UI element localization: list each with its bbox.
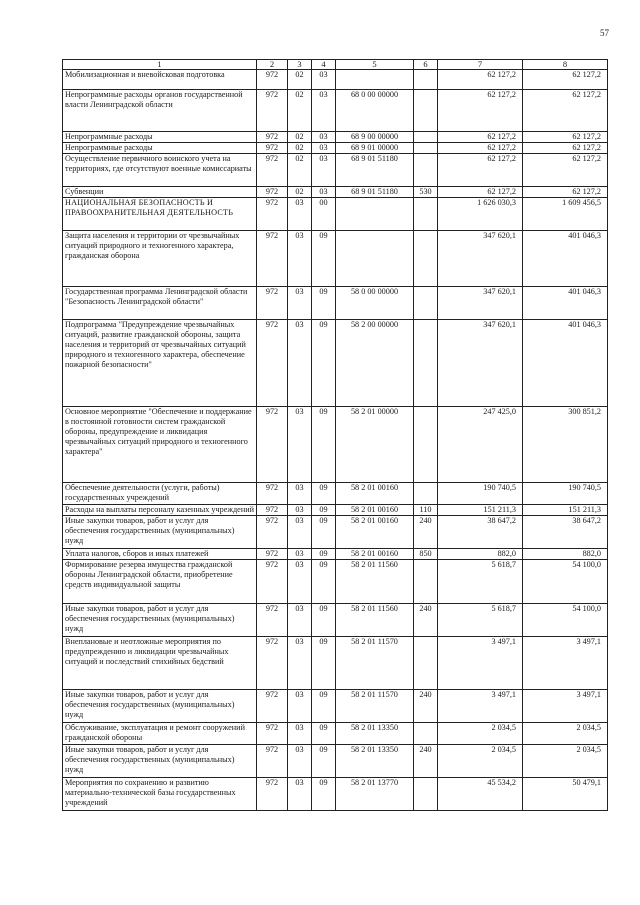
row-name-cell: Субвенции: [63, 187, 257, 198]
section-code-cell: 03: [288, 516, 312, 549]
table-row: [63, 154, 608, 187]
amount-year1-cell: 2 034,5: [438, 723, 523, 745]
expense-type-cell: [414, 132, 438, 143]
amount-year1-cell: 247 425,0: [438, 407, 523, 483]
table-row: [63, 132, 608, 143]
target-article-cell: 68 9 00 00000: [336, 132, 414, 143]
expense-type-cell: [414, 637, 438, 690]
expense-type-cell: [414, 70, 438, 90]
row-name-cell: Непрограммные расходы: [63, 143, 257, 154]
ministry-code-cell: 972: [257, 143, 288, 154]
expense-type-cell: [414, 287, 438, 320]
subsection-code-cell: 09: [312, 505, 336, 516]
table-row: [63, 320, 608, 407]
header-cell: 4: [312, 60, 336, 70]
header-cell: 6: [414, 60, 438, 70]
amount-year2-cell: 54 100,0: [523, 560, 608, 604]
amount-year1-cell: 347 620,1: [438, 320, 523, 407]
ministry-code-cell: 972: [257, 690, 288, 723]
amount-year1-cell: 5 618,7: [438, 560, 523, 604]
ministry-code-cell: 972: [257, 231, 288, 287]
table-row: [63, 187, 608, 198]
subsection-code-cell: 09: [312, 287, 336, 320]
expense-type-cell: 240: [414, 745, 438, 778]
table-row: [63, 516, 608, 549]
row-name-cell: Иные закупки товаров, работ и услуг для обеспечения государственных (муниципальных) нужд: [63, 604, 257, 637]
target-article-cell: 68 9 01 51180: [336, 154, 414, 187]
ministry-code-cell: 972: [257, 637, 288, 690]
row-name-cell: Государственная программа Ленинградской области "Безопасность Ленинградской области": [63, 287, 257, 320]
expense-type-cell: [414, 778, 438, 811]
section-code-cell: 03: [288, 637, 312, 690]
expense-type-cell: 850: [414, 549, 438, 560]
target-article-cell: 58 2 01 00160: [336, 516, 414, 549]
amount-year2-cell: 882,0: [523, 549, 608, 560]
amount-year1-cell: 882,0: [438, 549, 523, 560]
subsection-code-cell: 03: [312, 143, 336, 154]
amount-year2-cell: 2 034,5: [523, 745, 608, 778]
section-code-cell: 02: [288, 143, 312, 154]
expense-type-cell: 240: [414, 690, 438, 723]
target-article-cell: 58 2 01 11560: [336, 604, 414, 637]
header-cell: 1: [63, 60, 257, 70]
ministry-code-cell: 972: [257, 132, 288, 143]
target-article-cell: [336, 231, 414, 287]
section-code-cell: 03: [288, 231, 312, 287]
section-code-cell: 03: [288, 723, 312, 745]
subsection-code-cell: 09: [312, 690, 336, 723]
ministry-code-cell: 972: [257, 90, 288, 132]
subsection-code-cell: 09: [312, 231, 336, 287]
row-name-cell: Внеплановые и неотложные мероприятия по предупреждению и ликвидации чрезвычайных ситуаций и последствий стихийных бедствий: [63, 637, 257, 690]
section-code-cell: 03: [288, 198, 312, 231]
table-row: [63, 483, 608, 505]
amount-year2-cell: 62 127,2: [523, 90, 608, 132]
amount-year2-cell: 62 127,2: [523, 132, 608, 143]
table-row: [63, 604, 608, 637]
ministry-code-cell: 972: [257, 154, 288, 187]
table-row: [63, 70, 608, 90]
budget-table-body: [63, 70, 608, 811]
target-article-cell: 58 2 01 00160: [336, 483, 414, 505]
amount-year2-cell: 54 100,0: [523, 604, 608, 637]
row-name-cell: Иные закупки товаров, работ и услуг для обеспечения государственных (муниципальных) нужд: [63, 516, 257, 549]
budget-table: [62, 59, 608, 811]
row-name-cell: Формирование резерва имущества гражданской обороны Ленинградской области, приобретение средств индивидуальной защиты: [63, 560, 257, 604]
ministry-code-cell: 972: [257, 287, 288, 320]
table-row: [63, 143, 608, 154]
ministry-code-cell: 972: [257, 70, 288, 90]
table-row: [63, 287, 608, 320]
ministry-code-cell: 972: [257, 549, 288, 560]
amount-year2-cell: 401 046,3: [523, 287, 608, 320]
ministry-code-cell: 972: [257, 745, 288, 778]
amount-year1-cell: 62 127,2: [438, 143, 523, 154]
section-code-cell: 03: [288, 560, 312, 604]
row-name-cell: Осуществление первичного воинского учета на территориях, где отсутствуют военные комиссариаты: [63, 154, 257, 187]
amount-year1-cell: 190 740,5: [438, 483, 523, 505]
amount-year1-cell: 45 534,2: [438, 778, 523, 811]
expense-type-cell: [414, 723, 438, 745]
table-row: [63, 198, 608, 231]
amount-year2-cell: 3 497,1: [523, 637, 608, 690]
amount-year1-cell: 62 127,2: [438, 154, 523, 187]
expense-type-cell: [414, 90, 438, 132]
ministry-code-cell: 972: [257, 320, 288, 407]
row-name-cell: Обеспечение деятельности (услуги, работы) государственных учреждений: [63, 483, 257, 505]
amount-year2-cell: 38 647,2: [523, 516, 608, 549]
table-row: [63, 505, 608, 516]
subsection-code-cell: 09: [312, 778, 336, 811]
target-article-cell: 58 2 01 11570: [336, 637, 414, 690]
row-name-cell: Непрограммные расходы: [63, 132, 257, 143]
section-code-cell: 03: [288, 320, 312, 407]
expense-type-cell: [414, 143, 438, 154]
row-name-cell: Иные закупки товаров, работ и услуг для обеспечения государственных (муниципальных) нужд: [63, 690, 257, 723]
header-cell: 8: [523, 60, 608, 70]
expense-type-cell: [414, 407, 438, 483]
amount-year2-cell: 3 497,1: [523, 690, 608, 723]
ministry-code-cell: 972: [257, 723, 288, 745]
section-code-cell: 02: [288, 187, 312, 198]
amount-year2-cell: 2 034,5: [523, 723, 608, 745]
expense-type-cell: 240: [414, 604, 438, 637]
subsection-code-cell: 09: [312, 637, 336, 690]
subsection-code-cell: 03: [312, 70, 336, 90]
target-article-cell: 58 2 01 13350: [336, 723, 414, 745]
amount-year1-cell: 62 127,2: [438, 90, 523, 132]
amount-year1-cell: 62 127,2: [438, 132, 523, 143]
amount-year1-cell: 38 647,2: [438, 516, 523, 549]
section-code-cell: 03: [288, 745, 312, 778]
ministry-code-cell: 972: [257, 560, 288, 604]
subsection-code-cell: 03: [312, 187, 336, 198]
amount-year1-cell: 347 620,1: [438, 287, 523, 320]
subsection-code-cell: 09: [312, 723, 336, 745]
ministry-code-cell: 972: [257, 483, 288, 505]
amount-year1-cell: 3 497,1: [438, 690, 523, 723]
ministry-code-cell: 972: [257, 505, 288, 516]
section-code-cell: 03: [288, 505, 312, 516]
amount-year2-cell: 151 211,3: [523, 505, 608, 516]
amount-year1-cell: 151 211,3: [438, 505, 523, 516]
section-code-cell: 03: [288, 549, 312, 560]
amount-year2-cell: 62 127,2: [523, 143, 608, 154]
ministry-code-cell: 972: [257, 604, 288, 637]
row-name-cell: Непрограммные расходы органов государственной власти Ленинградской области: [63, 90, 257, 132]
page-number: 57: [600, 28, 609, 38]
expense-type-cell: 240: [414, 516, 438, 549]
subsection-code-cell: 09: [312, 549, 336, 560]
row-name-cell: Защита населения и территории от чрезвычайных ситуаций природного и техногенного характера, гражданская оборона: [63, 231, 257, 287]
amount-year1-cell: 62 127,2: [438, 187, 523, 198]
row-name-cell: Уплата налогов, сборов и иных платежей: [63, 549, 257, 560]
table-row: [63, 690, 608, 723]
table-row: [63, 637, 608, 690]
amount-year2-cell: 401 046,3: [523, 320, 608, 407]
expense-type-cell: [414, 231, 438, 287]
amount-year2-cell: 1 609 456,5: [523, 198, 608, 231]
target-article-cell: 58 2 01 11560: [336, 560, 414, 604]
subsection-code-cell: 03: [312, 90, 336, 132]
subsection-code-cell: 09: [312, 320, 336, 407]
row-name-cell: Основное мероприятие "Обеспечение и поддержание в постоянной готовности систем гражданской обороны, предупреждение и ликвидация чрезвычайных ситуаций природного и техногенного характера": [63, 407, 257, 483]
table-row: [63, 723, 608, 745]
ministry-code-cell: 972: [257, 407, 288, 483]
target-article-cell: 58 2 01 00160: [336, 549, 414, 560]
section-code-cell: 03: [288, 690, 312, 723]
target-article-cell: 58 2 01 00160: [336, 505, 414, 516]
amount-year1-cell: 2 034,5: [438, 745, 523, 778]
ministry-code-cell: 972: [257, 198, 288, 231]
expense-type-cell: [414, 483, 438, 505]
target-article-cell: 58 2 01 11570: [336, 690, 414, 723]
row-name-cell: Мероприятия по сохранению и развитию материально-технической базы государственных учреждений: [63, 778, 257, 811]
target-article-cell: 68 9 01 51180: [336, 187, 414, 198]
subsection-code-cell: 09: [312, 745, 336, 778]
target-article-cell: 68 9 01 00000: [336, 143, 414, 154]
section-code-cell: 03: [288, 483, 312, 505]
ministry-code-cell: 972: [257, 778, 288, 811]
amount-year2-cell: 401 046,3: [523, 231, 608, 287]
amount-year1-cell: 3 497,1: [438, 637, 523, 690]
expense-type-cell: [414, 198, 438, 231]
amount-year2-cell: 50 479,1: [523, 778, 608, 811]
table-row: [63, 745, 608, 778]
section-code-cell: 03: [288, 604, 312, 637]
amount-year2-cell: 62 127,2: [523, 187, 608, 198]
section-code-cell: 02: [288, 132, 312, 143]
row-name-cell: Расходы на выплаты персоналу казенных учреждений: [63, 505, 257, 516]
section-code-cell: 03: [288, 287, 312, 320]
amount-year1-cell: 347 620,1: [438, 231, 523, 287]
ministry-code-cell: 972: [257, 516, 288, 549]
amount-year2-cell: 190 740,5: [523, 483, 608, 505]
subsection-code-cell: 03: [312, 132, 336, 143]
target-article-cell: 58 2 01 13770: [336, 778, 414, 811]
section-code-cell: 02: [288, 154, 312, 187]
expense-type-cell: [414, 560, 438, 604]
expense-type-cell: [414, 320, 438, 407]
subsection-code-cell: 09: [312, 483, 336, 505]
amount-year2-cell: 300 851,2: [523, 407, 608, 483]
amount-year2-cell: 62 127,2: [523, 70, 608, 90]
expense-type-cell: 110: [414, 505, 438, 516]
subsection-code-cell: 09: [312, 560, 336, 604]
ministry-code-cell: 972: [257, 187, 288, 198]
amount-year2-cell: 62 127,2: [523, 154, 608, 187]
amount-year1-cell: 62 127,2: [438, 70, 523, 90]
table-row: [63, 778, 608, 811]
subsection-code-cell: 09: [312, 407, 336, 483]
section-code-cell: 02: [288, 90, 312, 132]
target-article-cell: 58 2 00 00000: [336, 320, 414, 407]
subsection-code-cell: 00: [312, 198, 336, 231]
header-row: [63, 60, 608, 70]
row-name-cell: Иные закупки товаров, работ и услуг для обеспечения государственных (муниципальных) нужд: [63, 745, 257, 778]
subsection-code-cell: 09: [312, 516, 336, 549]
header-cell: 5: [336, 60, 414, 70]
amount-year1-cell: 5 618,7: [438, 604, 523, 637]
expense-type-cell: 530: [414, 187, 438, 198]
target-article-cell: 68 0 00 00000: [336, 90, 414, 132]
section-code-cell: 03: [288, 778, 312, 811]
target-article-cell: [336, 70, 414, 90]
table-row: [63, 560, 608, 604]
expense-type-cell: [414, 154, 438, 187]
row-name-cell: Обслуживание, эксплуатация и ремонт сооружений гражданской обороны: [63, 723, 257, 745]
amount-year1-cell: 1 626 030,3: [438, 198, 523, 231]
target-article-cell: 58 0 00 00000: [336, 287, 414, 320]
table-row: [63, 90, 608, 132]
table-row: [63, 231, 608, 287]
target-article-cell: [336, 198, 414, 231]
row-name-cell: Мобилизационная и вневойсковая подготовка: [63, 70, 257, 90]
target-article-cell: 58 2 01 13350: [336, 745, 414, 778]
subsection-code-cell: 09: [312, 604, 336, 637]
subsection-code-cell: 03: [312, 154, 336, 187]
section-code-cell: 02: [288, 70, 312, 90]
header-cell: 7: [438, 60, 523, 70]
header-cell: 2: [257, 60, 288, 70]
header-cell: 3: [288, 60, 312, 70]
row-name-cell: НАЦИОНАЛЬНАЯ БЕЗОПАСНОСТЬ И ПРАВООХРАНИТЕЛЬНАЯ ДЕЯТЕЛЬНОСТЬ: [63, 198, 257, 231]
target-article-cell: 58 2 01 00000: [336, 407, 414, 483]
table-row: [63, 549, 608, 560]
section-code-cell: 03: [288, 407, 312, 483]
table-row: [63, 407, 608, 483]
row-name-cell: Подпрограмма "Предупреждение чрезвычайных ситуаций, развитие гражданской обороны, защита населения и территорий от чрезвычайных ситуаций природного и техногенного характера, обеспечение пожарной безопасности": [63, 320, 257, 407]
